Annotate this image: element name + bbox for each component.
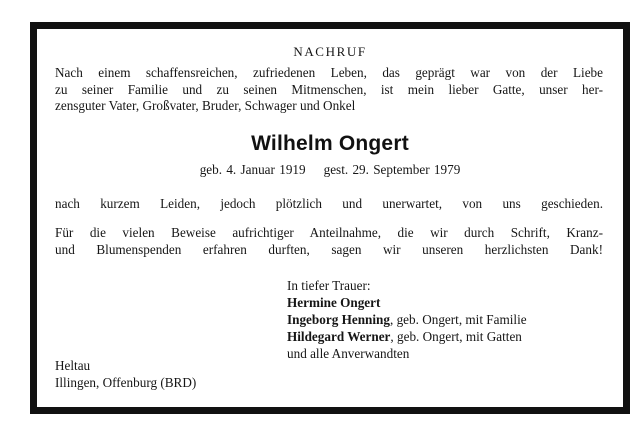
mourner-suffix: , geb. Ongert, mit Familie: [389, 312, 527, 327]
mourners-block: [287, 277, 527, 362]
mourners-closing: und alle Anverwandten: [287, 346, 410, 361]
places-block: [55, 357, 196, 391]
death-date: gest. 29. September 1979: [323, 162, 461, 177]
intro-line: zensguter Vater, Großvater, Bruder, Schwager und Onkel: [55, 98, 356, 113]
mourner-name: Hermine Ongert: [287, 295, 381, 310]
deceased-name: Wilhelm Ongert: [251, 132, 409, 155]
intro-line: zu seiner Familie und zu seinen Mitmenschen, ist mein lieber Gatte, unser her-: [55, 81, 603, 97]
mourners-intro: In tiefer Trauer:: [287, 278, 371, 293]
notice-heading: NACHRUF: [293, 44, 367, 59]
place-line: Illingen, Offenburg (BRD): [55, 375, 197, 390]
mourner-name: Hildegard Werner: [287, 329, 391, 344]
mourner-name: Ingeborg Henning: [287, 312, 390, 327]
thanks-paragraph: [55, 225, 603, 258]
passed-statement: nach kurzem Leiden, jedoch plötzlich und unerwartet, von uns geschieden.: [55, 196, 603, 211]
intro-paragraph: [55, 65, 603, 115]
mourner-entry: [287, 294, 527, 311]
mourner-entry: [287, 311, 527, 328]
mourner-suffix: , geb. Ongert, mit Gatten: [390, 329, 522, 344]
life-dates: [37, 162, 623, 178]
obituary-frame: [30, 22, 630, 414]
thanks-line: und Blumenspenden erfahren durften, sagen wir unseren herzlichsten Dank!: [55, 241, 603, 257]
intro-line: Nach einem schaffensreichen, zufriedenen Leben, das geprägt war von der Liebe: [55, 65, 603, 80]
mourner-entry: [287, 328, 527, 345]
birth-date: geb. 4. Januar 1919: [199, 162, 306, 177]
thanks-line: Für die vielen Beweise aufrichtiger Anteilnahme, die wir durch Schrift, Kranz-: [55, 225, 603, 240]
place-line: Heltau: [55, 358, 91, 373]
